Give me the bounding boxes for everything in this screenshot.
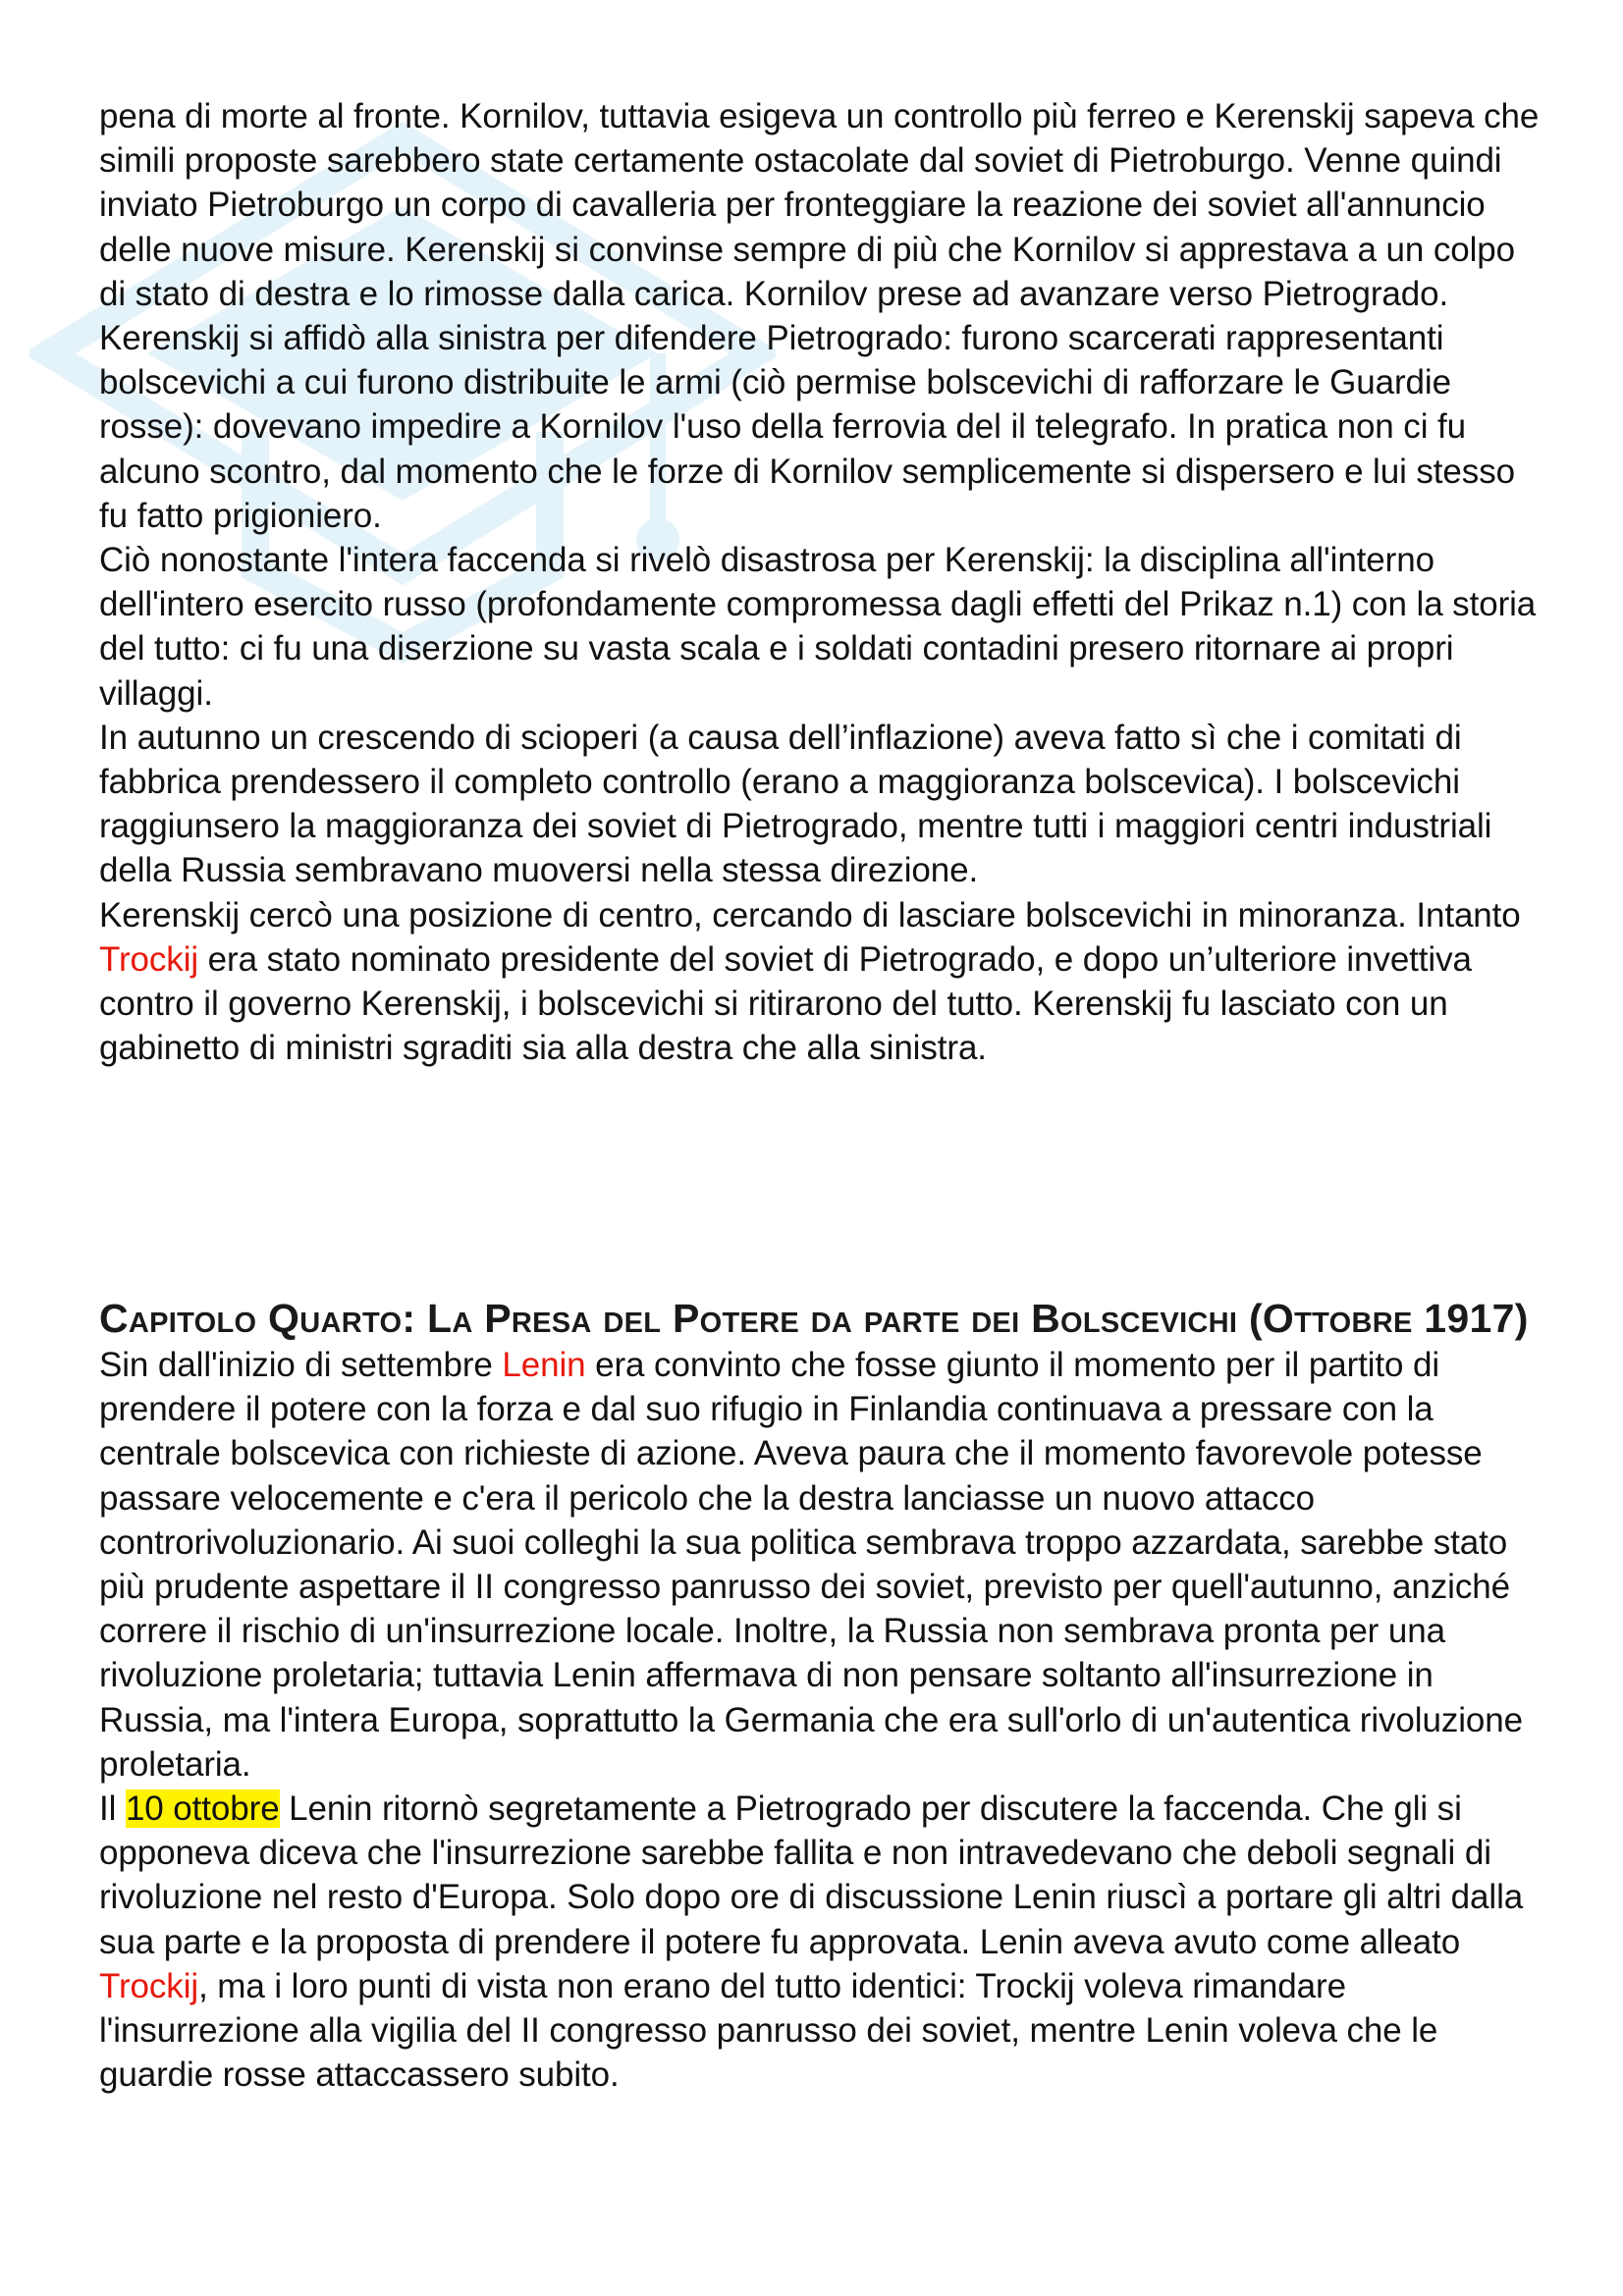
paragraph-text: Il: [99, 1789, 126, 1829]
paragraph-kornilov: pena di morte al fronte. Kornilov, tuttavia esigeva un controllo più ferreo e Kerenskij sapeva che simili proposte sarebbero state certamente ostacolate dal soviet di Pietroburgo. Venne quindi inviato Pietroburgo un corpo di cavalleria per fronteggiare la reazione dei soviet all'annuncio delle nuove misure. Kerenskij si convinse sempre di più che Kornilov si apprestava a un colpo di stato di destra e lo rimosse dalla carica. Kornilov prese ad avanzare verso Pietrogrado. Kerenskij si affidò alla sinistra per difendere Pietrogrado: furono scarcerati rappresentanti bolscevichi a cui furono distribuite le armi (ciò permise bolscevichi di rafforzare le Guardie rosse): dovevano impedire a Kornilov l'uso della ferrovia del il telegrafo. In pratica non ci fu alcuno scontro, dal momento che le forze di Kornilov semplicemente si dispersero e lui stesso fu fatto prigioniero.: [99, 97, 1540, 535]
paragraph-text: Lenin ritornò segretamente a Pietrogrado per discutere la faccenda. Che gli si opponeva diceva che l'insurrezione sarebbe fallita e non intravedevano che deboli segnali di rivoluzione nel resto d'Europa. Solo dopo ore di discussione Lenin riuscì a portare gli altri dalla sua parte e la proposta di prendere il potere fu approvata. Lenin aveva avuto come alleato: [99, 1789, 1524, 1961]
chapter-heading: Capitolo Quarto: La Presa del Potere da parte dei Bolscevichi (Ottobre 1917): [99, 1296, 1529, 1341]
paragraph-october-10: [99, 1787, 1542, 2097]
paragraph-text: era convinto che fosse giunto il momento per il partito di prendere il potere con la forza e dal suo rifugio in Finlandia continuava a pressare con la centrale bolscevica con richieste di azione. Aveva paura che il momento favorevole potesse passare velocemente e c'era il pericolo che la destra lanciasse un nuovo attacco controrivoluzionario. Ai suoi colleghi la sua politica sembrava troppo azzardata, sarebbe stato più prudente aspettare il II congresso panrusso dei soviet, previsto per quell'autunno, anziché correre il rischio di un'insurrezione locale. Inoltre, la Russia non sembrava pronta per una rivoluzione proletaria; tuttavia Lenin affermava di non pensare soltanto all'insurrezione in Russia, ma l'intera Europa, soprattutto la Germania che era sull'orlo di un'autentica rivoluzione proletaria.: [99, 1346, 1523, 1784]
name-lenin: Lenin: [502, 1346, 586, 1384]
section-chapter-four: [99, 1294, 1542, 2097]
paragraph-disaster: Ciò nonostante l'intera faccenda si rivelò disastrosa per Kerenskij: la disciplina all'interno dell'intero esercito russo (profondamente compromessa dagli effetti del Prikaz n.1) con la storia del tutto: ci fu una diserzione su vasta scala e i soldati contadini presero ritornare ai propri villaggi.: [99, 541, 1537, 713]
paragraph-text: Kerenskij cercò una posizione di centro, cercando di lasciare bolscevichi in minoranza. Intanto: [99, 895, 1521, 934]
date-highlight: 10 ottobre: [125, 1789, 280, 1829]
name-trockij: Trockij: [99, 939, 199, 979]
paragraph-autumn-strikes: In autunno un crescendo di scioperi (a causa dell’inflazione) aveva fatto sì che i comitati di fabbrica prendessero il completo controllo (erano a maggioranza bolscevica). I bolscevichi raggiunsero la maggioranza dei soviet di Pietrogrado, mentre tutti i maggiori centri industriali della Russia sembravano muoversi nella stessa direzione.: [99, 718, 1492, 890]
paragraph-text: , ma i loro punti di vista non erano del tutto identici: Trockij voleva rimandare l'insurrezione alla vigilia del II congresso panrusso dei soviet, mentre Lenin voleva che le guardie rosse attaccassero subito.: [99, 1966, 1438, 2095]
section-top: [99, 94, 1542, 1070]
paragraph-text: era stato nominato presidente del soviet di Pietrogrado, e dopo un’ulteriore invettiva contro il governo Kerenskij, i bolscevichi si ritirarono del tutto. Kerenskij fu lasciato con un gabinetto di ministri sgraditi sia alla destra che alla sinistra.: [99, 939, 1472, 1068]
paragraph-text: Sin dall'inizio di settembre: [99, 1346, 503, 1384]
paragraph-kerenskij-center: [99, 893, 1542, 1071]
paragraph-lenin-september: [99, 1343, 1542, 1787]
name-trockij: Trockij: [99, 1966, 199, 2005]
